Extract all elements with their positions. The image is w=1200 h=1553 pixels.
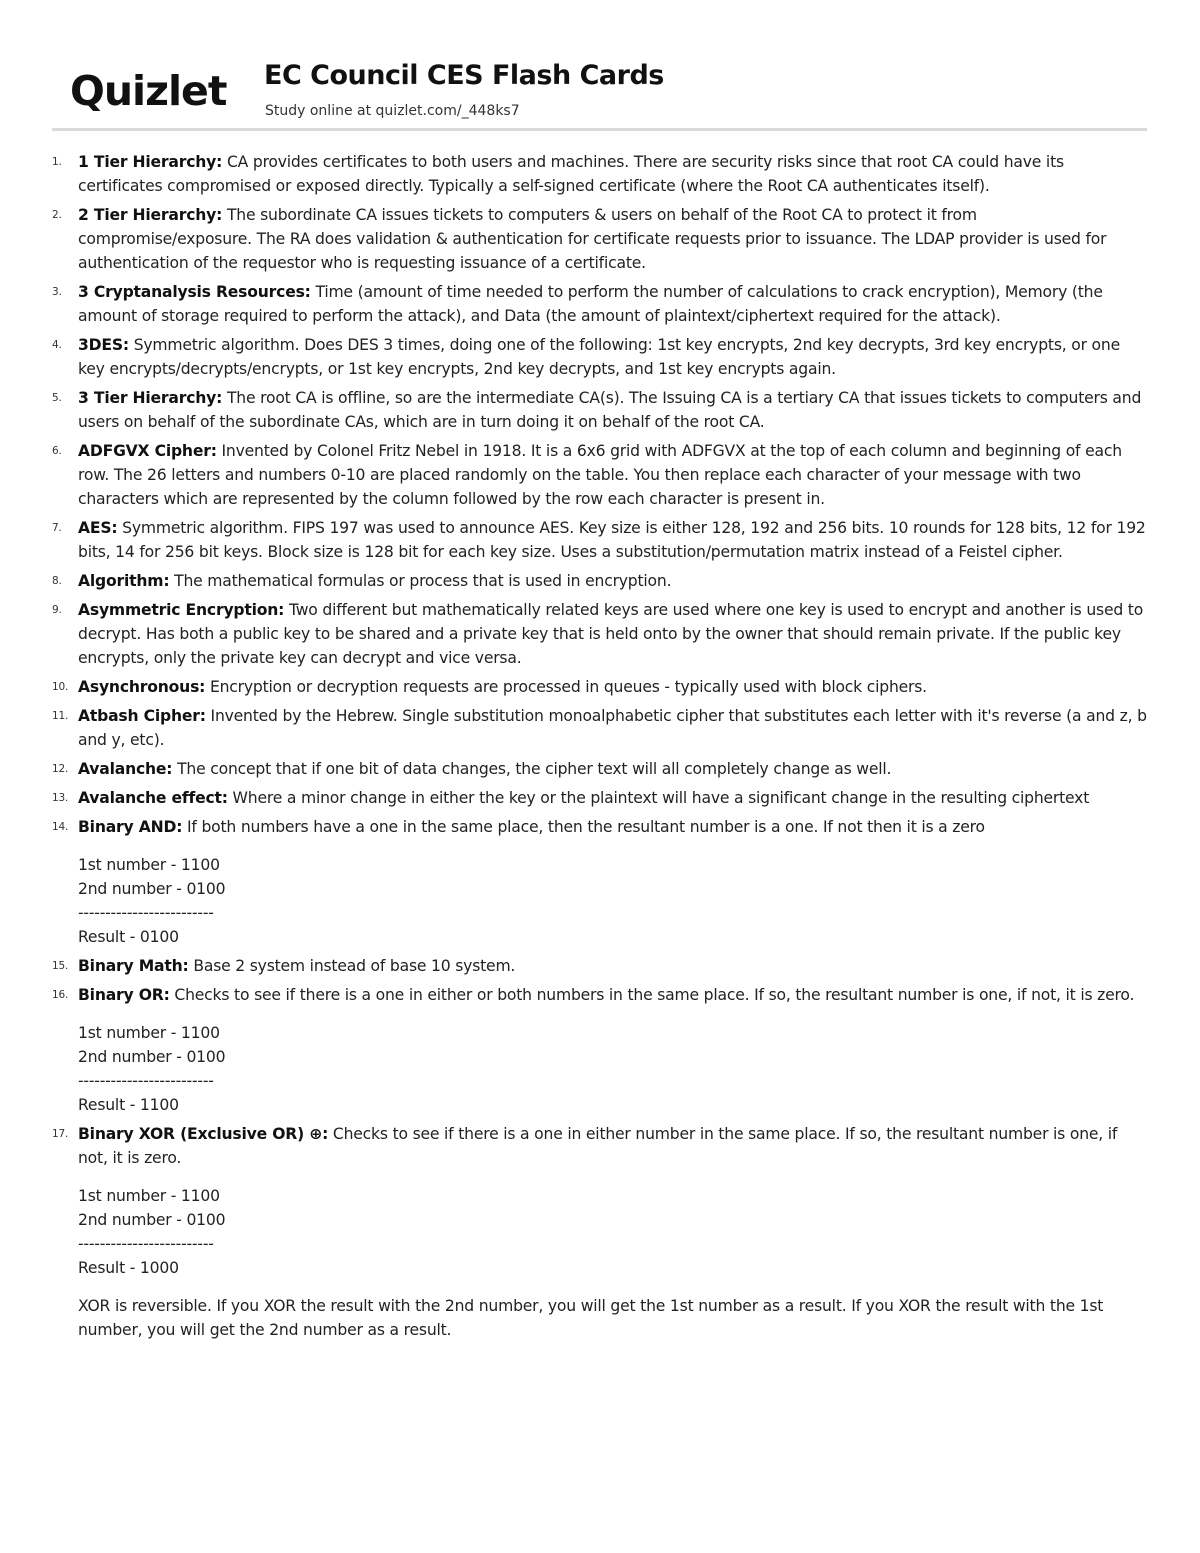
flash-card: [52, 280, 1147, 328]
card-definition: Invented by the Hebrew. Single substitution monoalphabetic cipher that substitutes each letter with it's reverse (a and z, b and y, etc).: [78, 707, 1147, 749]
page-header: [0, 0, 1200, 135]
card-example: 1st number - 1100 2nd number - 0100 ------------------------- Result - 0100: [78, 856, 226, 946]
card-definition: Base 2 system instead of base 10 system.: [193, 957, 516, 975]
card-number: 17.: [52, 1128, 69, 1140]
card-number: 11.: [52, 710, 69, 722]
card-number: 7.: [52, 522, 62, 534]
flash-card: [52, 569, 1147, 593]
header-divider: [52, 128, 1147, 131]
card-term: 3 Cryptanalysis Resources:: [78, 283, 311, 301]
card-number: 1.: [52, 156, 62, 168]
flash-card: [52, 386, 1147, 434]
card-term: 3DES:: [78, 336, 129, 354]
card-number: 2.: [52, 209, 62, 221]
card-term: AES:: [78, 519, 118, 537]
card-definition: Checks to see if there is a one in either number in the same place. If so, the resultant number is one, if not, it is zero.: [78, 1125, 1118, 1167]
card-definition: Invented by Colonel Fritz Nebel in 1918. It is a 6x6 grid with ADFGVX at the top of each column and beginning of each row. The 26 letters and numbers 0-10 are placed randomly on the table. You then replace each character of your message with two characters which are represented by the column followed by the row each character is present in.: [78, 442, 1122, 508]
flash-card: [52, 150, 1147, 198]
card-term: Binary AND:: [78, 818, 183, 836]
flash-card: [52, 815, 1147, 949]
flash-card: [52, 786, 1147, 810]
card-definition: The root CA is offline, so are the intermediate CA(s). The Issuing CA is a tertiary CA that issues tickets to computers and users on behalf of the subordinate CAs, which are in turn doing it on behalf of the root CA.: [78, 389, 1142, 431]
quizlet-logo: Quizlet: [70, 67, 227, 115]
flash-card: [52, 598, 1147, 670]
flash-card: [52, 333, 1147, 381]
card-definition: Symmetric algorithm. FIPS 197 was used to announce AES. Key size is either 128, 192 and 256 bits. 10 rounds for 128 bits, 12 for 192 bits, 14 for 256 bit keys. Block size is 128 bit for each key size. Uses a substitution/permutation matrix instead of a Feistel cipher.: [78, 519, 1146, 561]
card-definition: If both numbers have a one in the same place, then the resultant number is a one. If not then it is a zero: [187, 818, 985, 836]
card-number: 14.: [52, 821, 69, 833]
card-term: Algorithm:: [78, 572, 170, 590]
flash-card: [52, 516, 1147, 564]
card-term: Binary OR:: [78, 986, 170, 1004]
flash-card: [52, 954, 1147, 978]
card-term: 3 Tier Hierarchy:: [78, 389, 223, 407]
card-term: Binary XOR (Exclusive OR) ⊕:: [78, 1125, 329, 1143]
card-term: Asynchronous:: [78, 678, 206, 696]
card-definition: Time (amount of time needed to perform the number of calculations to crack encryption), Memory (the amount of storage required to perform the attack), and Data (the amount of plaintext/ciphertext required for the attack).: [78, 283, 1103, 325]
card-term: 1 Tier Hierarchy:: [78, 153, 223, 171]
card-term: 2 Tier Hierarchy:: [78, 206, 223, 224]
flash-card: [52, 439, 1147, 511]
study-online-link[interactable]: Study online at quizlet.com/_448ks7: [265, 103, 520, 119]
card-number: 4.: [52, 339, 62, 351]
card-term: Asymmetric Encryption:: [78, 601, 285, 619]
card-definition: The subordinate CA issues tickets to computers & users on behalf of the Root CA to protect it from compromise/exposure. The RA does validation & authentication for certificate requests prior to issuance. The LDAP provider is used for authentication of the requestor who is requesting issuance of a certificate.: [78, 206, 1107, 272]
card-number: 13.: [52, 792, 69, 804]
card-definition: The concept that if one bit of data changes, the cipher text will all completely change as well.: [177, 760, 892, 778]
card-term: Avalanche effect:: [78, 789, 228, 807]
card-number: 5.: [52, 392, 62, 404]
card-note: XOR is reversible. If you XOR the result with the 2nd number, you will get the 1st number as a result. If you XOR the result with the 1st number, you will get the 2nd number as a result.: [78, 1297, 1104, 1339]
card-number: 9.: [52, 604, 62, 616]
card-number: 10.: [52, 681, 69, 693]
flash-card-list: [52, 150, 1147, 1347]
flash-card: [52, 1122, 1147, 1342]
flash-card: [52, 983, 1147, 1117]
flash-card: [52, 757, 1147, 781]
flash-card: [52, 704, 1147, 752]
card-number: 15.: [52, 960, 69, 972]
card-definition: The mathematical formulas or process that is used in encryption.: [174, 572, 672, 590]
card-definition: Two different but mathematically related keys are used where one key is used to encrypt and another is used to decrypt. Has both a public key to be shared and a private key that is held onto by the owner that should remain private. If the public key encrypts, only the private key can decrypt and vice versa.: [78, 601, 1144, 667]
card-example: 1st number - 1100 2nd number - 0100 ------------------------- Result - 1100: [78, 1024, 226, 1114]
card-definition: Symmetric algorithm. Does DES 3 times, doing one of the following: 1st key encrypts, 2nd key decrypts, 3rd key encrypts, or one key encrypts/decrypts/encrypts, or 1st key encrypts, 2nd key decrypts, and 1st key encrypts again.: [78, 336, 1120, 378]
card-number: 16.: [52, 989, 69, 1001]
page-title: EC Council CES Flash Cards: [264, 60, 664, 91]
flash-card: [52, 203, 1147, 275]
card-term: Binary Math:: [78, 957, 189, 975]
card-term: ADFGVX Cipher:: [78, 442, 217, 460]
card-number: 3.: [52, 286, 62, 298]
card-number: 12.: [52, 763, 69, 775]
card-number: 6.: [52, 445, 62, 457]
card-definition: Encryption or decryption requests are processed in queues - typically used with block ciphers.: [209, 678, 927, 696]
card-number: 8.: [52, 575, 62, 587]
card-definition: CA provides certificates to both users and machines. There are security risks since that root CA could have its certificates compromised or exposed directly. Typically a self-signed certificate (where the Root CA authenticates itself).: [78, 153, 1064, 195]
card-term: Avalanche:: [78, 760, 173, 778]
card-term: Atbash Cipher:: [78, 707, 206, 725]
card-definition: Where a minor change in either the key or the plaintext will have a significant change in the resulting ciphertext: [232, 789, 1090, 807]
flash-card: [52, 675, 1147, 699]
card-definition: Checks to see if there is a one in either or both numbers in the same place. If so, the resultant number is one, if not, it is zero.: [174, 986, 1135, 1004]
card-example: 1st number - 1100 2nd number - 0100 ------------------------- Result - 1000: [78, 1187, 226, 1277]
